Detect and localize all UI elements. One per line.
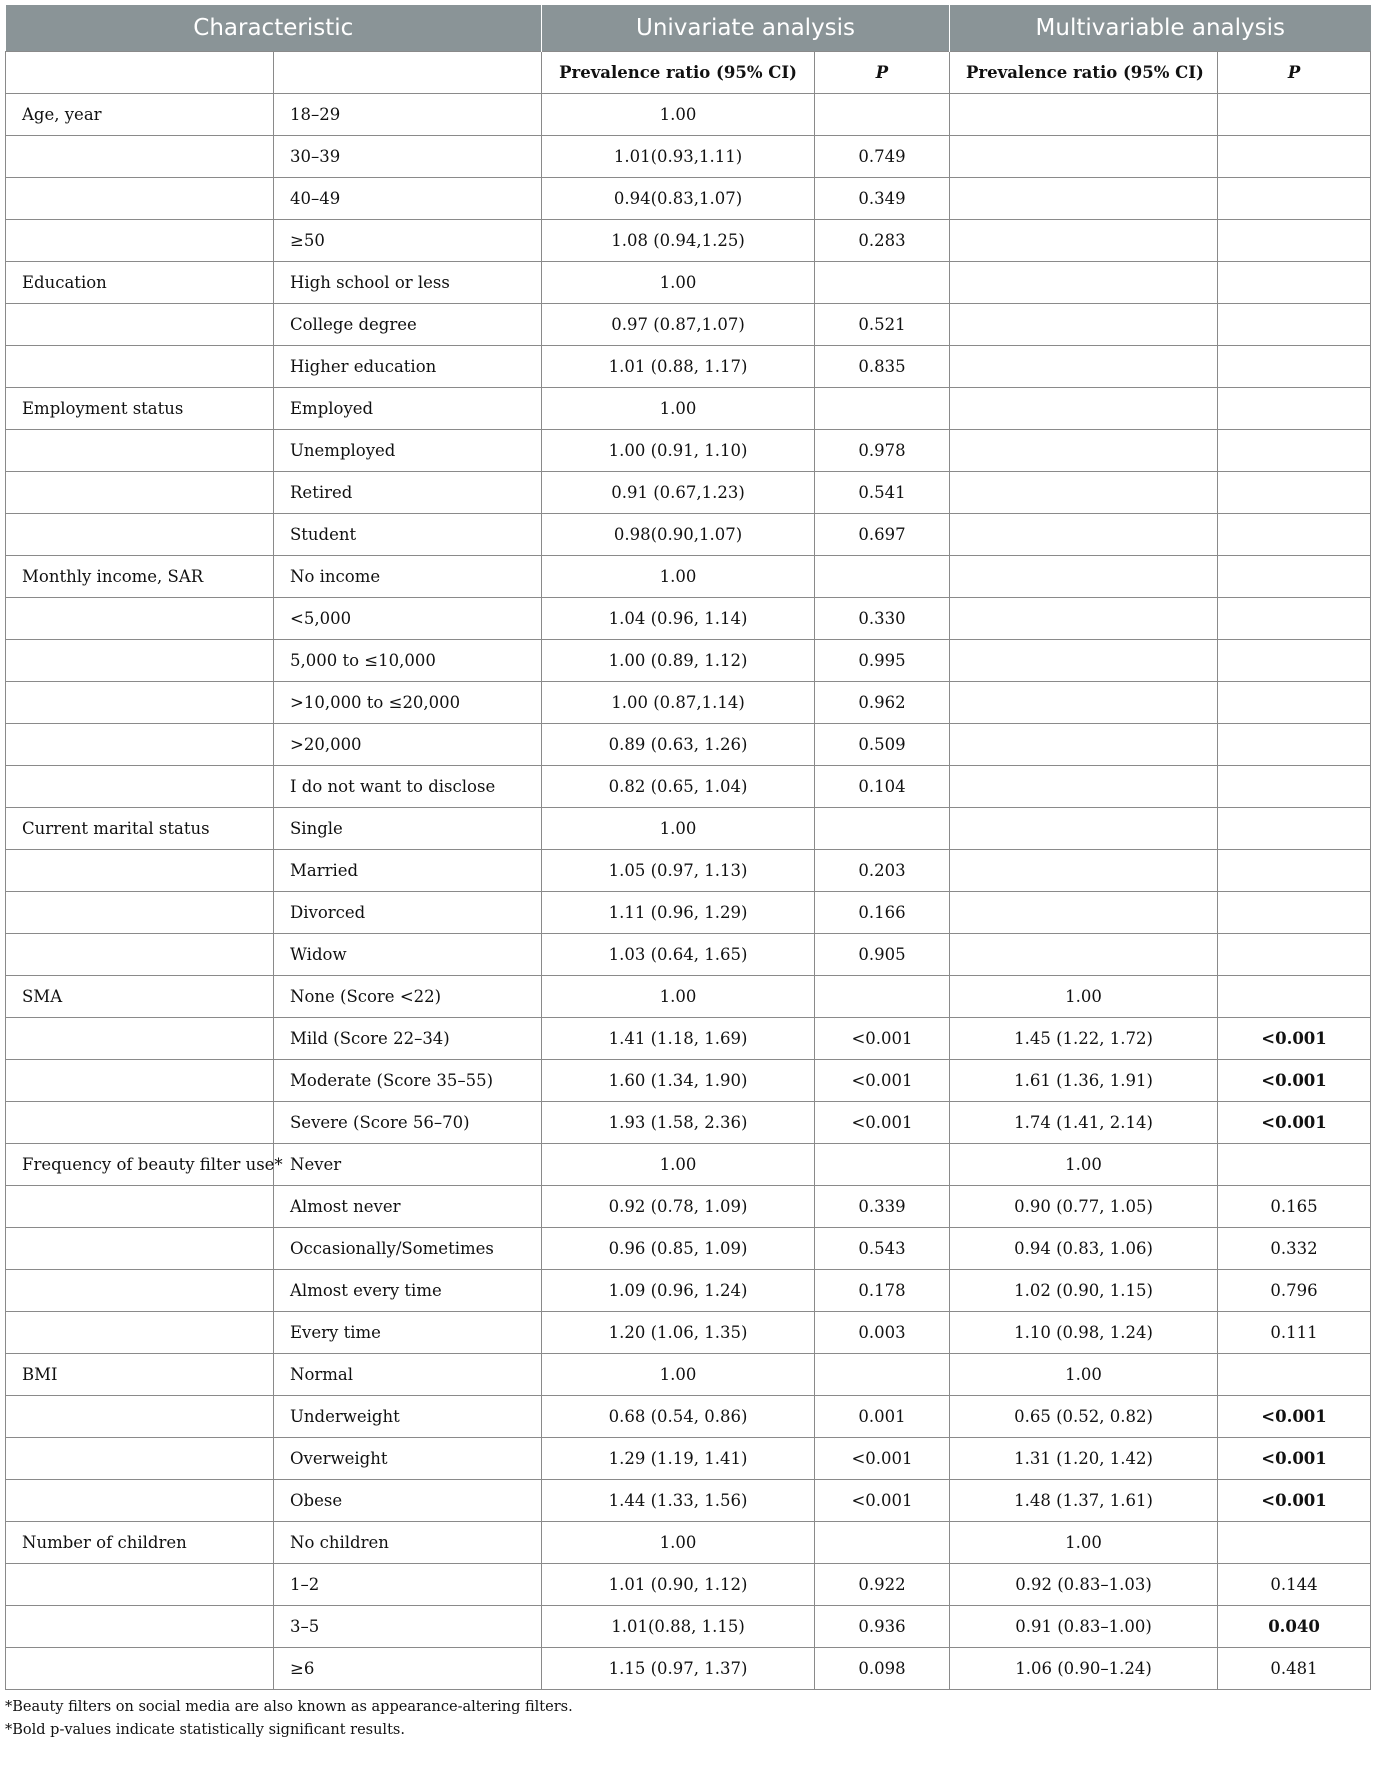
characteristic-cell <box>6 1018 274 1060</box>
univariate-p-cell: 0.003 <box>815 1312 950 1354</box>
univariate-p-cell <box>815 94 950 136</box>
univariate-ratio-cell: 1.15 (0.97, 1.37) <box>542 1648 815 1690</box>
table-row <box>6 514 1371 556</box>
level-cell: ≥6 <box>274 1648 542 1690</box>
level-cell: Married <box>274 850 542 892</box>
characteristic-cell <box>6 1270 274 1312</box>
subheader-cell <box>274 52 542 94</box>
level-cell: 30–39 <box>274 136 542 178</box>
subheader-prevalence-ratio-univariate: Prevalence ratio (95% CI) <box>542 52 815 94</box>
multivariable-ratio-cell: 0.65 (0.52, 0.82) <box>950 1396 1218 1438</box>
level-cell: Higher education <box>274 346 542 388</box>
table-row <box>6 1648 1371 1690</box>
level-cell: >10,000 to ≤20,000 <box>274 682 542 724</box>
univariate-p-cell: 0.749 <box>815 136 950 178</box>
univariate-p-cell: <0.001 <box>815 1102 950 1144</box>
characteristic-cell <box>6 598 274 640</box>
univariate-ratio-cell: 1.41 (1.18, 1.69) <box>542 1018 815 1060</box>
characteristic-cell <box>6 850 274 892</box>
level-cell: 18–29 <box>274 94 542 136</box>
level-cell: 3–5 <box>274 1606 542 1648</box>
multivariable-ratio-cell <box>950 472 1218 514</box>
univariate-ratio-cell: 0.89 (0.63, 1.26) <box>542 724 815 766</box>
univariate-ratio-cell: 0.91 (0.67,1.23) <box>542 472 815 514</box>
multivariable-p-cell <box>1218 304 1371 346</box>
univariate-p-cell: 0.922 <box>815 1564 950 1606</box>
multivariable-ratio-cell: 1.06 (0.90–1.24) <box>950 1648 1218 1690</box>
univariate-p-cell: 0.349 <box>815 178 950 220</box>
multivariable-p-cell: 0.165 <box>1218 1186 1371 1228</box>
level-cell: Student <box>274 514 542 556</box>
univariate-p-cell <box>815 1522 950 1564</box>
table-row <box>6 1102 1371 1144</box>
characteristic-cell <box>6 1438 274 1480</box>
level-cell: No income <box>274 556 542 598</box>
univariate-ratio-cell: 1.93 (1.58, 2.36) <box>542 1102 815 1144</box>
univariate-p-cell: 0.283 <box>815 220 950 262</box>
multivariable-ratio-cell: 1.61 (1.36, 1.91) <box>950 1060 1218 1102</box>
univariate-p-cell <box>815 976 950 1018</box>
univariate-p-cell: 0.339 <box>815 1186 950 1228</box>
multivariable-ratio-cell <box>950 724 1218 766</box>
multivariable-p-cell <box>1218 640 1371 682</box>
level-cell: Widow <box>274 934 542 976</box>
subheader-prevalence-ratio-multivariable: Prevalence ratio (95% CI) <box>950 52 1218 94</box>
univariate-p-cell: 0.166 <box>815 892 950 934</box>
univariate-p-cell: 0.001 <box>815 1396 950 1438</box>
multivariable-ratio-cell: 1.00 <box>950 1354 1218 1396</box>
table-row <box>6 388 1371 430</box>
header-row <box>6 5 1371 52</box>
univariate-ratio-cell: 0.82 (0.65, 1.04) <box>542 766 815 808</box>
multivariable-p-cell <box>1218 850 1371 892</box>
multivariable-ratio-cell <box>950 262 1218 304</box>
multivariable-ratio-cell <box>950 94 1218 136</box>
univariate-ratio-cell: 1.09 (0.96, 1.24) <box>542 1270 815 1312</box>
univariate-p-cell <box>815 388 950 430</box>
multivariable-p-cell <box>1218 892 1371 934</box>
univariate-ratio-cell: 1.01 (0.88, 1.17) <box>542 346 815 388</box>
table-row <box>6 346 1371 388</box>
multivariable-ratio-cell: 1.74 (1.41, 2.14) <box>950 1102 1218 1144</box>
univariate-ratio-cell: 0.96 (0.85, 1.09) <box>542 1228 815 1270</box>
table-row <box>6 1606 1371 1648</box>
multivariable-ratio-cell <box>950 808 1218 850</box>
level-cell: 1–2 <box>274 1564 542 1606</box>
univariate-p-cell: 0.541 <box>815 472 950 514</box>
table-row <box>6 1018 1371 1060</box>
univariate-p-cell: 0.509 <box>815 724 950 766</box>
univariate-p-cell <box>815 556 950 598</box>
univariate-ratio-cell: 1.11 (0.96, 1.29) <box>542 892 815 934</box>
table-row <box>6 262 1371 304</box>
multivariable-p-cell <box>1218 136 1371 178</box>
multivariable-ratio-cell <box>950 220 1218 262</box>
characteristic-cell <box>6 1102 274 1144</box>
multivariable-p-cell: 0.481 <box>1218 1648 1371 1690</box>
level-cell: College degree <box>274 304 542 346</box>
multivariable-p-cell <box>1218 808 1371 850</box>
multivariable-p-cell <box>1218 430 1371 472</box>
table-row <box>6 1438 1371 1480</box>
table-row <box>6 934 1371 976</box>
univariate-p-cell: <0.001 <box>815 1060 950 1102</box>
multivariable-ratio-cell <box>950 430 1218 472</box>
multivariable-p-cell <box>1218 514 1371 556</box>
level-cell: 5,000 to ≤10,000 <box>274 640 542 682</box>
multivariable-ratio-cell: 0.94 (0.83, 1.06) <box>950 1228 1218 1270</box>
subheader-p-univariate: P <box>815 52 950 94</box>
univariate-ratio-cell: 1.00 <box>542 1354 815 1396</box>
level-cell: Obese <box>274 1480 542 1522</box>
results-table-container <box>5 5 1370 1742</box>
footnote-bold-p-values: *Bold p-values indicate statistically significant results. <box>5 1722 405 1738</box>
level-cell: Retired <box>274 472 542 514</box>
univariate-ratio-cell: 0.68 (0.54, 0.86) <box>542 1396 815 1438</box>
univariate-p-cell <box>815 1144 950 1186</box>
multivariable-ratio-cell <box>950 178 1218 220</box>
univariate-ratio-cell: 1.00 <box>542 1144 815 1186</box>
univariate-p-cell <box>815 1354 950 1396</box>
univariate-ratio-cell: 1.00 (0.91, 1.10) <box>542 430 815 472</box>
table-row <box>6 892 1371 934</box>
multivariable-ratio-cell: 1.10 (0.98, 1.24) <box>950 1312 1218 1354</box>
univariate-ratio-cell: 1.01(0.93,1.11) <box>542 136 815 178</box>
table-row <box>6 1396 1371 1438</box>
table-row <box>6 808 1371 850</box>
multivariable-p-cell: 0.111 <box>1218 1312 1371 1354</box>
level-cell: High school or less <box>274 262 542 304</box>
multivariable-p-cell <box>1218 220 1371 262</box>
multivariable-ratio-cell: 1.00 <box>950 1522 1218 1564</box>
univariate-ratio-cell: 1.01 (0.90, 1.12) <box>542 1564 815 1606</box>
level-cell: Severe (Score 56–70) <box>274 1102 542 1144</box>
univariate-ratio-cell: 1.60 (1.34, 1.90) <box>542 1060 815 1102</box>
table-row <box>6 1564 1371 1606</box>
multivariable-ratio-cell <box>950 304 1218 346</box>
characteristic-cell <box>6 472 274 514</box>
table-row <box>6 640 1371 682</box>
footnote-beauty-filters: *Beauty filters on social media are also known as appearance-altering filters. <box>5 1699 573 1715</box>
table-row <box>6 1228 1371 1270</box>
characteristic-cell: Employment status <box>6 388 274 430</box>
characteristic-cell <box>6 724 274 766</box>
multivariable-ratio-cell <box>950 850 1218 892</box>
univariate-ratio-cell: 1.00 <box>542 976 815 1018</box>
multivariable-p-cell <box>1218 1144 1371 1186</box>
header-characteristic: Characteristic <box>6 5 542 52</box>
univariate-p-cell: 0.178 <box>815 1270 950 1312</box>
characteristic-cell: Current marital status <box>6 808 274 850</box>
level-cell: <5,000 <box>274 598 542 640</box>
header-univariate: Univariate analysis <box>542 5 950 52</box>
table-row <box>6 1186 1371 1228</box>
table-row <box>6 430 1371 472</box>
univariate-p-cell: 0.905 <box>815 934 950 976</box>
level-cell: Single <box>274 808 542 850</box>
multivariable-p-cell: <0.001 <box>1218 1102 1371 1144</box>
univariate-p-cell: 0.978 <box>815 430 950 472</box>
header-multivariable: Multivariable analysis <box>950 5 1371 52</box>
multivariable-p-cell: <0.001 <box>1218 1018 1371 1060</box>
multivariable-ratio-cell: 1.45 (1.22, 1.72) <box>950 1018 1218 1060</box>
characteristic-cell <box>6 1480 274 1522</box>
multivariable-ratio-cell: 1.31 (1.20, 1.42) <box>950 1438 1218 1480</box>
multivariable-ratio-cell: 1.00 <box>950 976 1218 1018</box>
univariate-ratio-cell: 1.20 (1.06, 1.35) <box>542 1312 815 1354</box>
multivariable-p-cell: 0.144 <box>1218 1564 1371 1606</box>
level-cell: No children <box>274 1522 542 1564</box>
table-row <box>6 1354 1371 1396</box>
level-cell: Almost every time <box>274 1270 542 1312</box>
characteristic-cell: Monthly income, SAR <box>6 556 274 598</box>
characteristic-cell <box>6 766 274 808</box>
prevalence-ratio-table <box>5 5 1371 1690</box>
univariate-ratio-cell: 0.92 (0.78, 1.09) <box>542 1186 815 1228</box>
univariate-p-cell: 0.995 <box>815 640 950 682</box>
univariate-p-cell: 0.521 <box>815 304 950 346</box>
multivariable-ratio-cell <box>950 682 1218 724</box>
characteristic-cell: Age, year <box>6 94 274 136</box>
multivariable-p-cell <box>1218 388 1371 430</box>
characteristic-cell <box>6 1228 274 1270</box>
univariate-ratio-cell: 1.08 (0.94,1.25) <box>542 220 815 262</box>
table-row <box>6 850 1371 892</box>
multivariable-p-cell: <0.001 <box>1218 1396 1371 1438</box>
characteristic-cell <box>6 640 274 682</box>
univariate-p-cell <box>815 262 950 304</box>
multivariable-p-cell <box>1218 94 1371 136</box>
multivariable-ratio-cell: 0.90 (0.77, 1.05) <box>950 1186 1218 1228</box>
univariate-ratio-cell: 1.00 <box>542 556 815 598</box>
univariate-ratio-cell: 1.00 <box>542 262 815 304</box>
table-body <box>6 52 1371 1690</box>
table-row <box>6 598 1371 640</box>
characteristic-cell <box>6 1060 274 1102</box>
table-row <box>6 178 1371 220</box>
multivariable-ratio-cell <box>950 766 1218 808</box>
multivariable-ratio-cell: 1.00 <box>950 1144 1218 1186</box>
multivariable-p-cell <box>1218 766 1371 808</box>
table-row <box>6 1270 1371 1312</box>
multivariable-ratio-cell <box>950 640 1218 682</box>
level-cell: Never <box>274 1144 542 1186</box>
univariate-ratio-cell: 1.00 (0.87,1.14) <box>542 682 815 724</box>
univariate-p-cell: <0.001 <box>815 1438 950 1480</box>
characteristic-cell <box>6 1312 274 1354</box>
level-cell: Overweight <box>274 1438 542 1480</box>
subheader-p-multivariable: P <box>1218 52 1371 94</box>
univariate-p-cell: <0.001 <box>815 1018 950 1060</box>
table-header <box>6 5 1371 52</box>
level-cell: I do not want to disclose <box>274 766 542 808</box>
multivariable-p-cell: 0.040 <box>1218 1606 1371 1648</box>
multivariable-ratio-cell <box>950 346 1218 388</box>
characteristic-cell <box>6 136 274 178</box>
characteristic-cell <box>6 682 274 724</box>
multivariable-p-cell: <0.001 <box>1218 1060 1371 1102</box>
characteristic-cell: SMA <box>6 976 274 1018</box>
univariate-p-cell: 0.098 <box>815 1648 950 1690</box>
multivariable-ratio-cell: 1.48 (1.37, 1.61) <box>950 1480 1218 1522</box>
multivariable-p-cell <box>1218 346 1371 388</box>
univariate-ratio-cell: 1.05 (0.97, 1.13) <box>542 850 815 892</box>
level-cell: 40–49 <box>274 178 542 220</box>
univariate-p-cell: 0.203 <box>815 850 950 892</box>
table-row <box>6 94 1371 136</box>
level-cell: None (Score <22) <box>274 976 542 1018</box>
univariate-ratio-cell: 0.94(0.83,1.07) <box>542 178 815 220</box>
characteristic-cell <box>6 346 274 388</box>
univariate-p-cell: 0.835 <box>815 346 950 388</box>
level-cell: Employed <box>274 388 542 430</box>
multivariable-ratio-cell: 0.91 (0.83–1.00) <box>950 1606 1218 1648</box>
table-row <box>6 976 1371 1018</box>
table-row <box>6 1312 1371 1354</box>
table-row <box>6 472 1371 514</box>
univariate-ratio-cell: 1.00 <box>542 388 815 430</box>
multivariable-ratio-cell <box>950 136 1218 178</box>
multivariable-p-cell: 0.332 <box>1218 1228 1371 1270</box>
multivariable-p-cell <box>1218 472 1371 514</box>
table-row <box>6 1480 1371 1522</box>
univariate-p-cell: <0.001 <box>815 1480 950 1522</box>
level-cell: Underweight <box>274 1396 542 1438</box>
multivariable-ratio-cell <box>950 556 1218 598</box>
multivariable-p-cell <box>1218 934 1371 976</box>
table-row <box>6 1060 1371 1102</box>
characteristic-cell <box>6 430 274 472</box>
characteristic-cell <box>6 1648 274 1690</box>
characteristic-cell <box>6 1564 274 1606</box>
characteristic-cell <box>6 220 274 262</box>
table-row <box>6 682 1371 724</box>
multivariable-ratio-cell: 0.92 (0.83–1.03) <box>950 1564 1218 1606</box>
subheader-row <box>6 52 1371 94</box>
univariate-ratio-cell: 0.97 (0.87,1.07) <box>542 304 815 346</box>
subheader-cell <box>6 52 274 94</box>
multivariable-p-cell <box>1218 178 1371 220</box>
characteristic-cell: Education <box>6 262 274 304</box>
level-cell: Divorced <box>274 892 542 934</box>
multivariable-p-cell: <0.001 <box>1218 1480 1371 1522</box>
table-row <box>6 220 1371 262</box>
univariate-ratio-cell: 1.29 (1.19, 1.41) <box>542 1438 815 1480</box>
univariate-ratio-cell: 1.00 <box>542 808 815 850</box>
level-cell: Every time <box>274 1312 542 1354</box>
footnotes <box>5 1696 1370 1742</box>
characteristic-cell <box>6 934 274 976</box>
level-cell: Almost never <box>274 1186 542 1228</box>
level-cell: Occasionally/Sometimes <box>274 1228 542 1270</box>
univariate-ratio-cell: 0.98(0.90,1.07) <box>542 514 815 556</box>
univariate-p-cell: 0.543 <box>815 1228 950 1270</box>
multivariable-ratio-cell <box>950 388 1218 430</box>
table-row <box>6 724 1371 766</box>
characteristic-cell <box>6 1186 274 1228</box>
univariate-ratio-cell: 1.44 (1.33, 1.56) <box>542 1480 815 1522</box>
multivariable-ratio-cell <box>950 598 1218 640</box>
level-cell: Mild (Score 22–34) <box>274 1018 542 1060</box>
multivariable-p-cell <box>1218 598 1371 640</box>
multivariable-p-cell <box>1218 1354 1371 1396</box>
table-row <box>6 766 1371 808</box>
table-row <box>6 136 1371 178</box>
univariate-ratio-cell: 1.03 (0.64, 1.65) <box>542 934 815 976</box>
characteristic-cell: Frequency of beauty filter use* <box>6 1144 274 1186</box>
table-row <box>6 1144 1371 1186</box>
level-cell: Unemployed <box>274 430 542 472</box>
univariate-ratio-cell: 1.01(0.88, 1.15) <box>542 1606 815 1648</box>
characteristic-cell <box>6 892 274 934</box>
multivariable-ratio-cell <box>950 514 1218 556</box>
characteristic-cell: BMI <box>6 1354 274 1396</box>
characteristic-cell: Number of children <box>6 1522 274 1564</box>
univariate-ratio-cell: 1.00 (0.89, 1.12) <box>542 640 815 682</box>
characteristic-cell <box>6 304 274 346</box>
characteristic-cell <box>6 514 274 556</box>
characteristic-cell <box>6 1606 274 1648</box>
multivariable-p-cell <box>1218 724 1371 766</box>
univariate-p-cell <box>815 808 950 850</box>
multivariable-ratio-cell: 1.02 (0.90, 1.15) <box>950 1270 1218 1312</box>
multivariable-ratio-cell <box>950 934 1218 976</box>
multivariable-p-cell: 0.796 <box>1218 1270 1371 1312</box>
univariate-p-cell: 0.936 <box>815 1606 950 1648</box>
univariate-ratio-cell: 1.00 <box>542 1522 815 1564</box>
table-row <box>6 556 1371 598</box>
level-cell: Normal <box>274 1354 542 1396</box>
multivariable-p-cell <box>1218 556 1371 598</box>
multivariable-p-cell: <0.001 <box>1218 1438 1371 1480</box>
table-row <box>6 1522 1371 1564</box>
multivariable-p-cell <box>1218 682 1371 724</box>
level-cell: ≥50 <box>274 220 542 262</box>
univariate-ratio-cell: 1.04 (0.96, 1.14) <box>542 598 815 640</box>
characteristic-cell <box>6 1396 274 1438</box>
level-cell: >20,000 <box>274 724 542 766</box>
multivariable-p-cell <box>1218 262 1371 304</box>
level-cell: Moderate (Score 35–55) <box>274 1060 542 1102</box>
univariate-p-cell: 0.104 <box>815 766 950 808</box>
univariate-p-cell: 0.697 <box>815 514 950 556</box>
multivariable-p-cell <box>1218 1522 1371 1564</box>
univariate-ratio-cell: 1.00 <box>542 94 815 136</box>
multivariable-p-cell <box>1218 976 1371 1018</box>
table-row <box>6 304 1371 346</box>
multivariable-ratio-cell <box>950 892 1218 934</box>
univariate-p-cell: 0.962 <box>815 682 950 724</box>
characteristic-cell <box>6 178 274 220</box>
univariate-p-cell: 0.330 <box>815 598 950 640</box>
